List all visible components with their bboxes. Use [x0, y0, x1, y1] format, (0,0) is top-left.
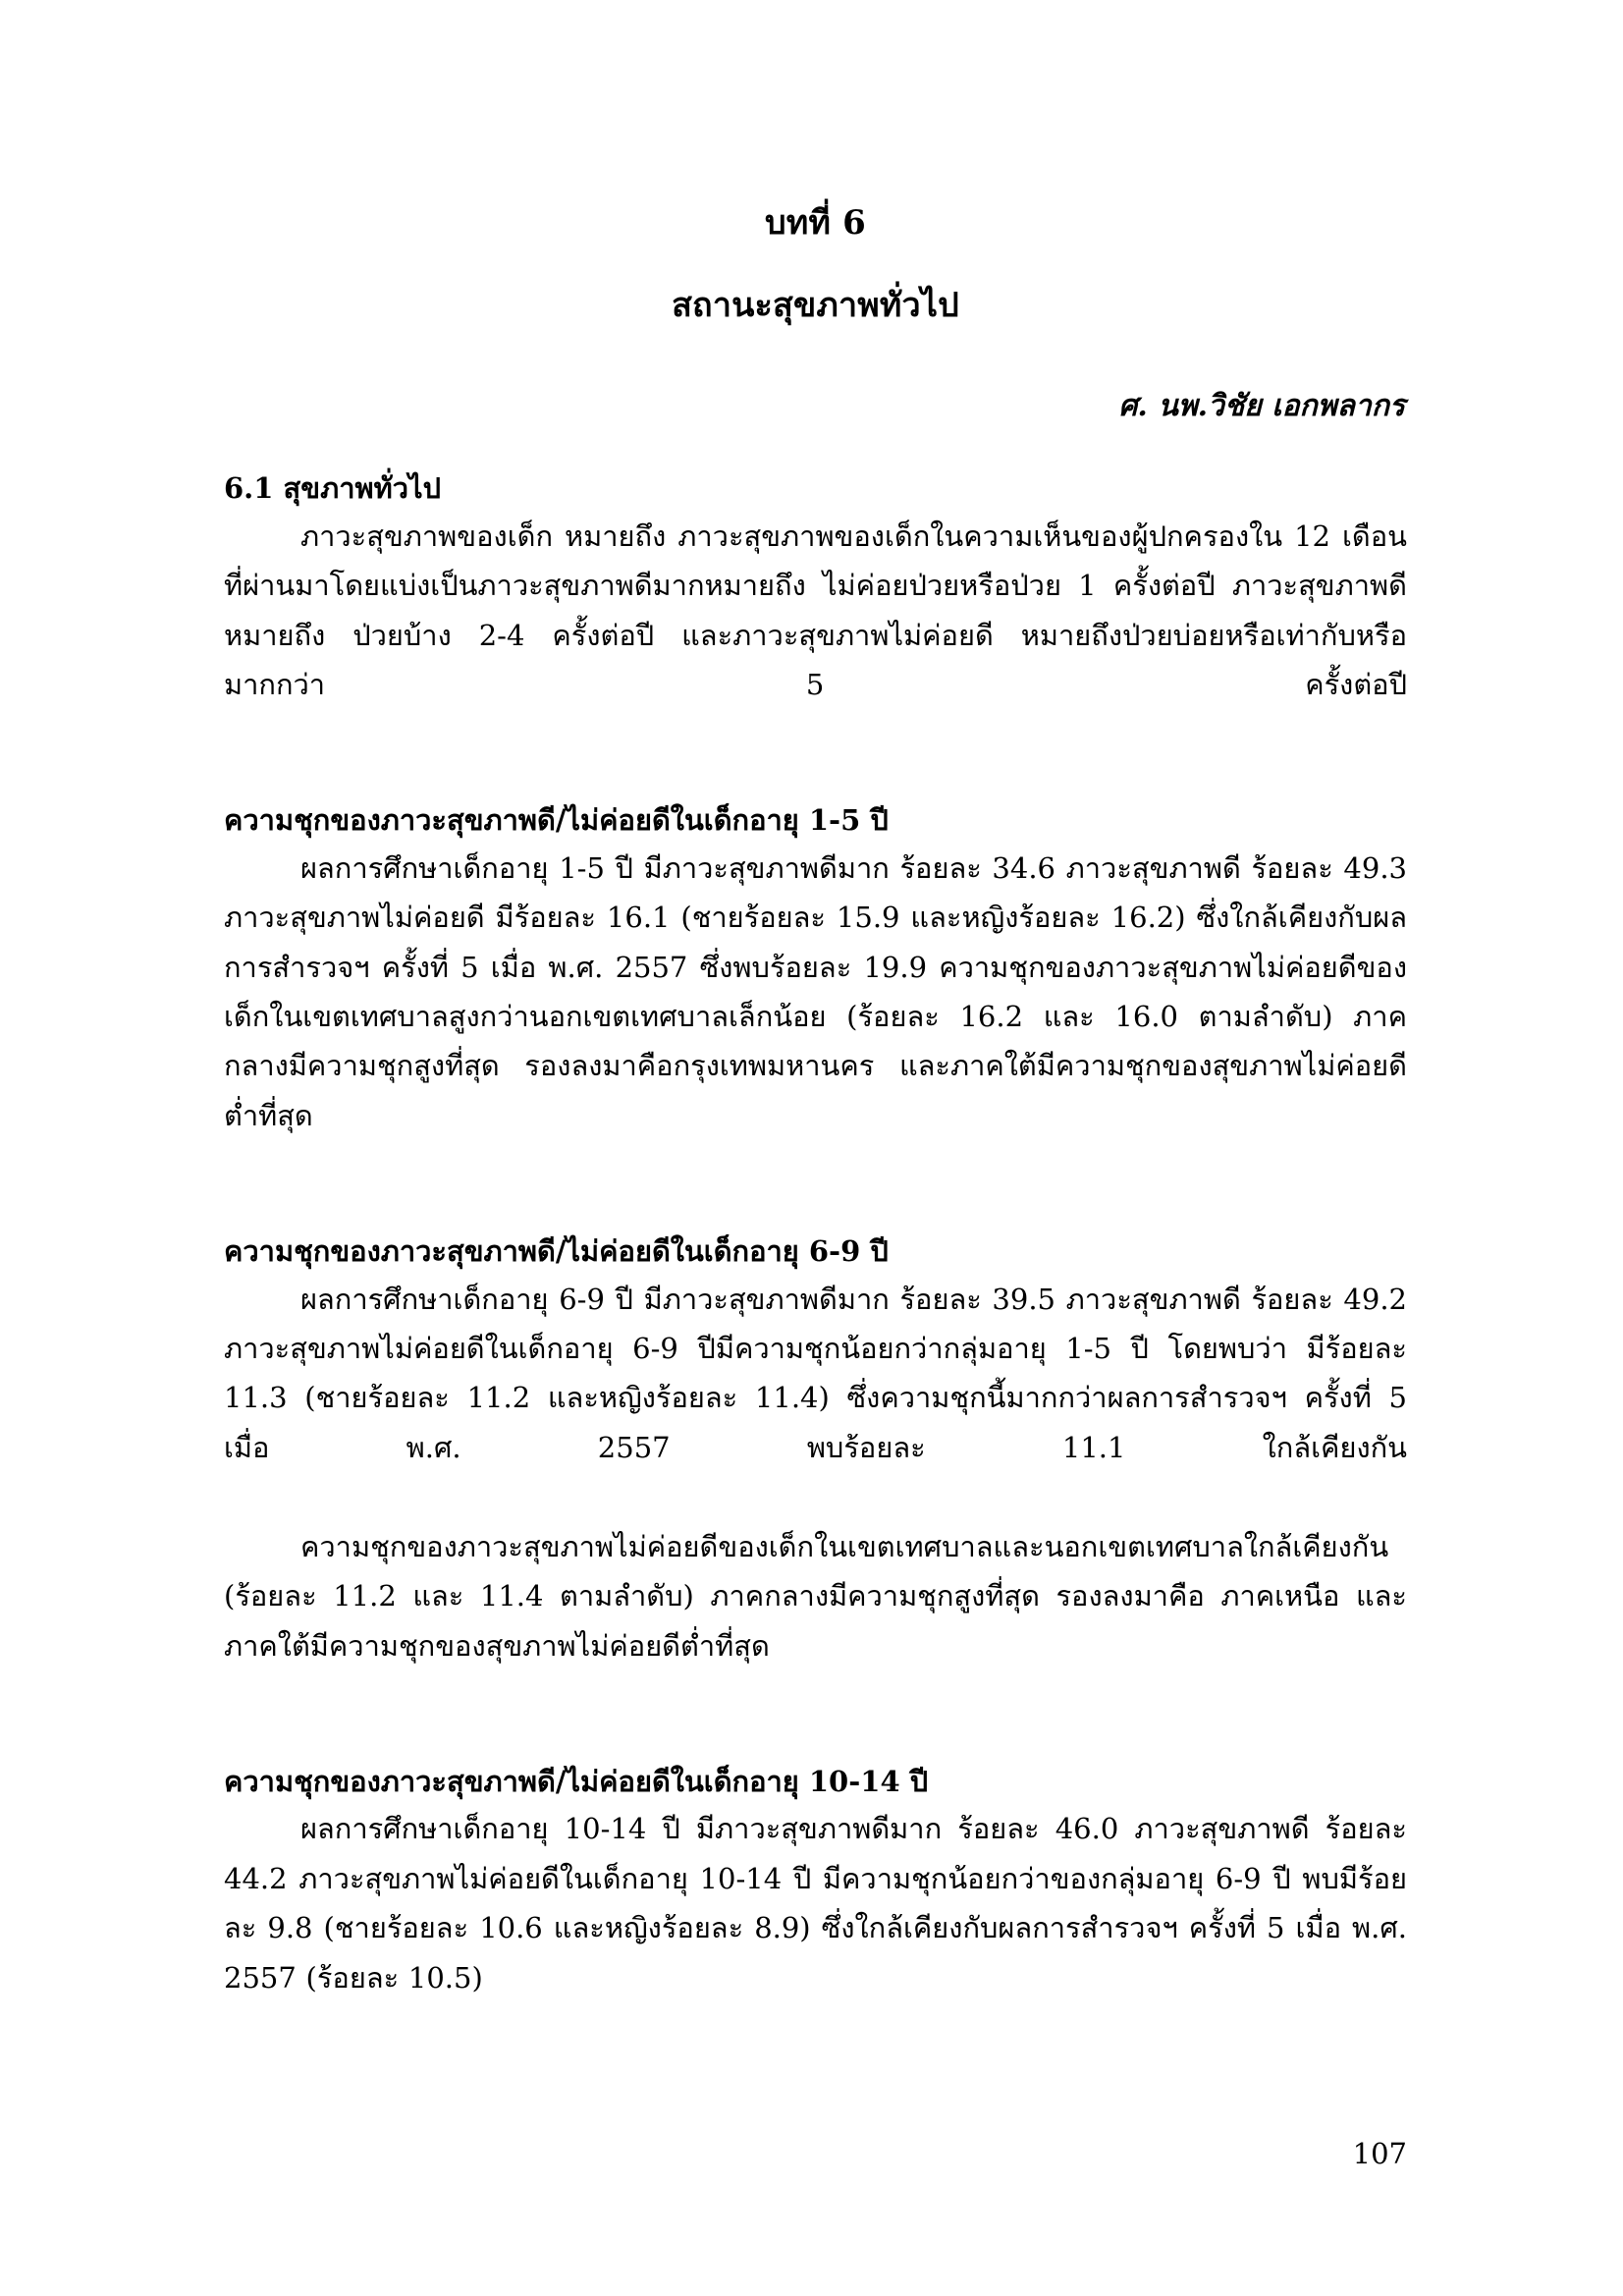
- chapter-subtitle: สถานะสุขภาพทั่วไป: [672, 286, 959, 325]
- paragraph-6-1-1: ภาวะสุขภาพของเด็ก หมายถึง ภาวะสุขภาพของเด็กในความเห็นของผู้ปกครองใน 12 เดือนที่ผ่านมาโดยแบ่งเป็นภาวะสุขภาพดีมากหมายถึง ไม่ค่อยป่วยหรือป่วย 1 ครั้งต่อปี ภาวะสุขภาพดี หมายถึง ป่วยบ้าง 2-4 ครั้งต่อปี และภาวะสุขภาพไม่ค่อยดี หมายถึงป่วยบ่อยหรือเท่ากับหรือมากกว่า 5 ครั้งต่อปี: [224, 519, 1407, 702]
- chapter-title: บทที่ 6: [765, 203, 866, 243]
- section-heading-prevalence-10-14: ความชุกของภาวะสุขภาพดี/ไม่ค่อยดีในเด็กอายุ 10-14 ปี: [224, 1764, 929, 1798]
- page-number: 107: [1352, 2137, 1407, 2170]
- paragraph-10-14-1: ผลการศึกษาเด็กอายุ 10-14 ปี มีภาวะสุขภาพดีมาก ร้อยละ 46.0 ภาวะสุขภาพดี ร้อยละ 44.2 ภาวะสุขภาพไม่ค่อยดีในเด็กอายุ 10-14 ปี มีความชุกน้อยกว่าของกลุ่มอายุ 6-9 ปี พบมีร้อยละ 9.8 (ชายร้อยละ 10.6 และหญิงร้อยละ 8.9) ซึ่งใกล้เคียงกับผลการสำรวจฯ ครั้งที่ 5 เมื่อ พ.ศ. 2557 (ร้อยละ 10.5): [224, 1812, 1407, 1995]
- section-heading-6-1: 6.1 สุขภาพทั่วไป: [224, 471, 441, 505]
- section-heading-prevalence-1-5: ความชุกของภาวะสุขภาพดี/ไม่ค่อยดีในเด็กอายุ 1-5 ปี: [224, 802, 889, 837]
- author-byline: ศ. นพ.วิชัย เอกพลากร: [1118, 389, 1405, 423]
- paragraph-6-9-2: ความชุกของภาวะสุขภาพไม่ค่อยดีของเด็กในเขตเทศบาลและนอกเขตเทศบาลใกล้เคียงกัน (ร้อยละ 11.2 และ 11.4 ตามลำดับ) ภาคกลางมีความชุกสูงที่สุด รองลงมาคือ ภาคเหนือ และภาคใต้มีความชุกของสุขภาพไม่ค่อยดีต่ำที่สุด: [224, 1529, 1407, 1663]
- paragraph-1-5-1: ผลการศึกษาเด็กอายุ 1-5 ปี มีภาวะสุขภาพดีมาก ร้อยละ 34.6 ภาวะสุขภาพดี ร้อยละ 49.3 ภาวะสุขภาพไม่ค่อยดี มีร้อยละ 16.1 (ชายร้อยละ 15.9 และหญิงร้อยละ 16.2) ซึ่งใกล้เคียงกับผลการสำรวจฯ ครั้งที่ 5 เมื่อ พ.ศ. 2557 ซึ่งพบร้อยละ 19.9 ความชุกของภาวะสุขภาพไม่ค่อยดีของเด็กในเขตเทศบาลสูงกว่านอกเขตเทศบาลเล็กน้อย (ร้อยละ 16.2 และ 16.0 ตามลำดับ) ภาคกลางมีความชุกสูงที่สุด รองลงมาคือกรุงเทพมหานคร และภาคใต้มีความชุกของสุขภาพไม่ค่อยดีต่ำที่สุด: [224, 850, 1407, 1132]
- paragraph-6-9-1: ผลการศึกษาเด็กอายุ 6-9 ปี มีภาวะสุขภาพดีมาก ร้อยละ 39.5 ภาวะสุขภาพดี ร้อยละ 49.2 ภาวะสุขภาพไม่ค่อยดีในเด็กอายุ 6-9 ปีมีความชุกน้อยกว่ากลุ่มอายุ 1-5 ปี โดยพบว่า มีร้อยละ 11.3 (ชายร้อยละ 11.2 และหญิงร้อยละ 11.4) ซึ่งความชุกนี้มากกว่าผลการสำรวจฯ ครั้งที่ 5 เมื่อ พ.ศ. 2557 พบร้อยละ 11.1 ใกล้เคียงกัน: [224, 1282, 1407, 1464]
- page-content: [224, 0, 1407, 2002]
- section-heading-prevalence-6-9: ความชุกของภาวะสุขภาพดี/ไม่ค่อยดีในเด็กอายุ 6-9 ปี: [224, 1233, 889, 1268]
